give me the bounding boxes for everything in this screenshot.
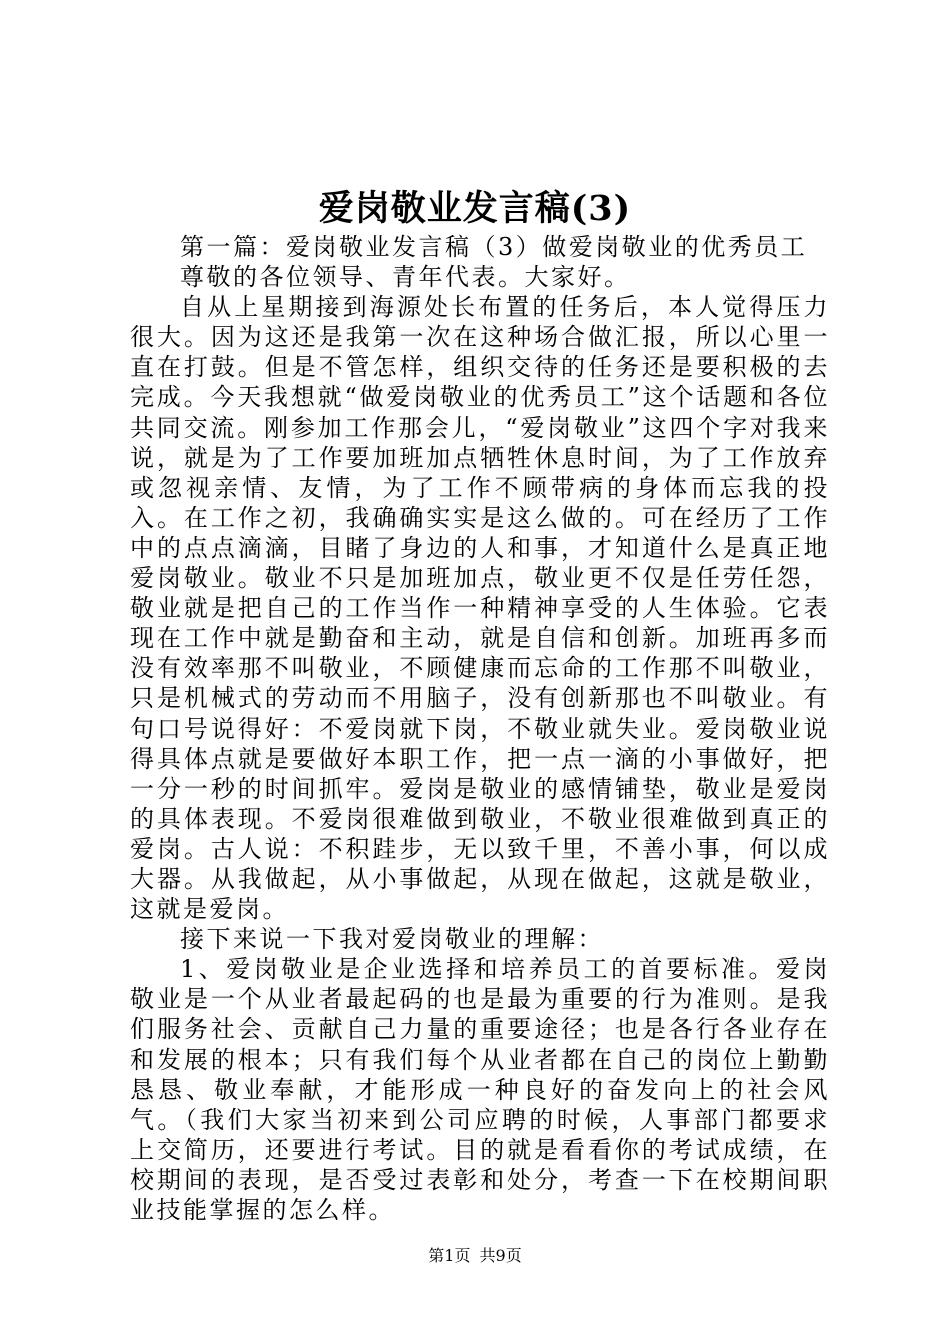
page-number: 第1页 <box>428 1246 471 1265</box>
document-body <box>130 232 830 1225</box>
paragraph-heading: 第一篇：爱岗敬业发言稿（3）做爱岗敬业的优秀员工 <box>180 233 808 261</box>
paragraph-point-one: 1、爱岗敬业是企业选择和培养员工的首要标准。爱岗敬业是一个从业者最起码的也是最为重要的行为准则。是我们服务社会、贡献自己力量的重要途径；也是各行各业存在和发展的根本；只有我们每个从业者都在自己的岗位上勤勤恳恳、敬业奉献，才能形成一种良好的奋发向上的社会风气。（我们大家当初来到公司应聘的时候，人事部门都要求上交简历，还要进行考试。目的就是看看你的考试成绩，在校期间的表现，是否受过表彰和处分，考查一下在校期间职业技能掌握的怎么样。 <box>130 955 830 1224</box>
paragraph-greeting: 尊敬的各位领导、青年代表。大家好。 <box>180 263 631 292</box>
page-footer <box>0 1245 950 1267</box>
paragraph-transition: 接下来说一下我对爱岗敬业的理解： <box>180 925 604 954</box>
paragraph-main: 自从上星期接到海源处长布置的任务后，本人觉得压力很大。因为这还是我第一次在这种场合做汇报，所以心里一直在打鼓。但是不管怎样，组织交待的任务还是要积极的去完成。今天我想就“做爱岗敬业的优秀员工”这个话题和各位共同交流。刚参加工作那会儿，“爱岗敬业”这四个字对我来说，就是为了工作要加班加点牺牲休息时间，为了工作放弃或忽视亲情、友情，为了工作不顾带病的身体而忘我的投入。在工作之初，我确确实实是这么做的。可在经历了工作中的点点滴滴，目睹了身边的人和事，才知道什么是真正地爱岗敬业。敬业不只是加班加点，敬业更不仅是任劳任怨，敬业就是把自己的工作当作一种精神享受的人生体验。它表现在工作中就是勤奋和主动，就是自信和创新。加班再多而没有效率那不叫敬业，不顾健康而忘命的工作那不叫敬业，只是机械式的劳动而不用脑子，没有创新那也不叫敬业。有句口号说得好：不爱岗就下岗，不敬业就失业。爱岗敬业说得具体点就是要做好本职工作，把一点一滴的小事做好，把一分一秒的时间抓牢。爱岗是敬业的感情铺垫，敬业是爱岗的具体表现。不爱岗很难做到敬业，不敬业很难做到真正的爱岗。古人说：不积跬步，无以致千里，不善小事，何以成大器。从我做起，从小事做起，从现在做起，这就是敬业，这就是爱岗。 <box>130 293 830 924</box>
page-total: 共9页 <box>479 1246 522 1265</box>
document-title: 爱岗敬业发言稿(3) <box>318 188 632 229</box>
